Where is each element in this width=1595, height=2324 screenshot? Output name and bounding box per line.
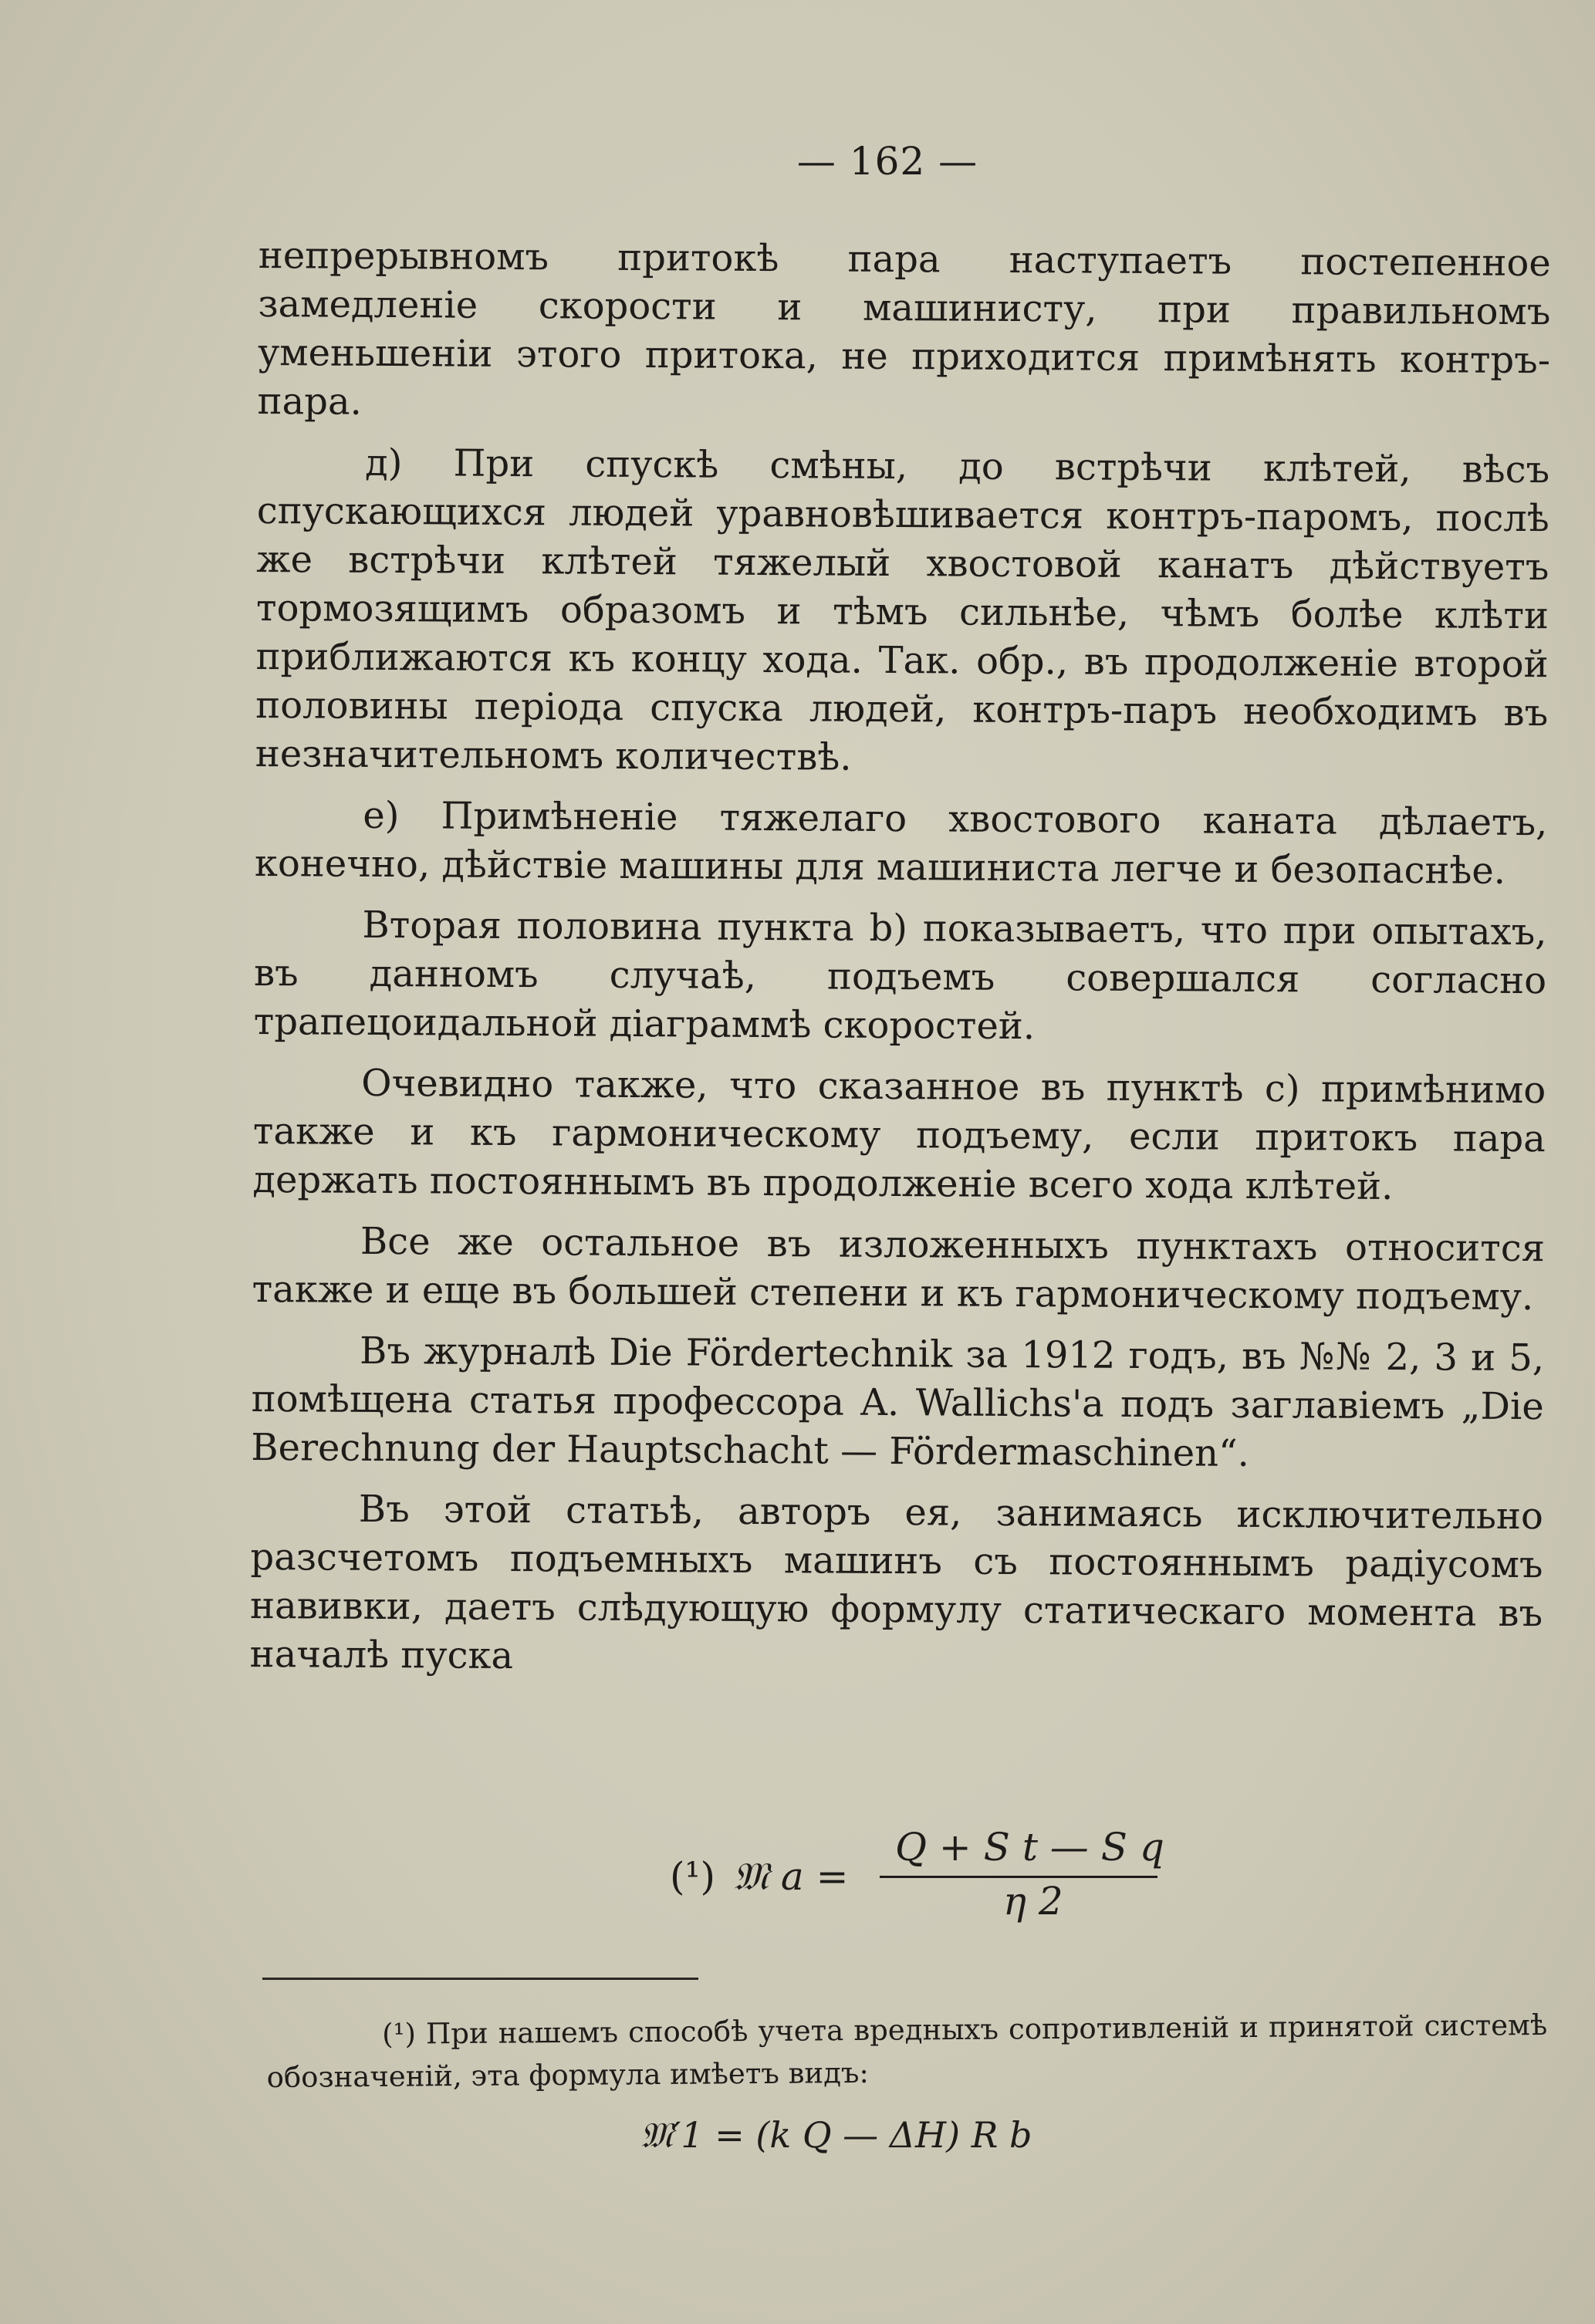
paragraph: е) Примѣненіе тяжелаго хвостового каната дѣлаетъ, конечно, дѣйствіе машины для машиниста легче и безопаснѣе. (254, 793, 1548, 893)
paragraph: непрерывномъ притокѣ пара наступаетъ постепенное замедленіе скорости и машинисту, при правильномъ уменьшеніи этого притока, не приходится примѣнять контръ-пара. (257, 233, 1551, 424)
paragraph: Въ этой статьѣ, авторъ ея, занимаясь исключительно разсчетомъ подъемныхъ машинъ съ постояннымъ радіусомъ навивки, даетъ слѣдующую формулу статическаго момента въ началѣ пуска (249, 1487, 1544, 1678)
footnote-divider (262, 1978, 698, 1980)
page-number: — 162 — (796, 139, 978, 184)
paragraph: Все же остальное въ изложенныхъ пунктахъ относится также и еще въ большей степени и къ гармоническому подъему. (252, 1219, 1546, 1319)
fraction-bar (880, 1876, 1157, 1878)
formula-lhs: 𝔐 a = (733, 1854, 849, 1899)
footnote-marker: (¹) (670, 1854, 716, 1899)
paragraph: д) При спускѣ смѣны, до встрѣчи клѣтей, вѣсъ спускающихся людей уравновѣшивается контръ-паромъ, послѣ же встрѣчи клѣтей тяжелый хвостовой канатъ дѣйствуетъ тормозящимъ образомъ и тѣмъ сильнѣе, чѣмъ болѣе клѣти приближаются къ концу хода. Так. обр., въ продолженіе второй половины періода спуска людей, контръ-паръ необходимъ въ незначительномъ количествѣ. (255, 441, 1550, 779)
paragraph: Въ журналѣ Die Fördertechnik за 1912 годъ, въ №№ 2, 3 и 5, помѣщена статья профессора A. Wallichs'а подъ заглавіемъ „Die Berechnung der Hauptschacht — Fördermaschinen“. (251, 1329, 1545, 1475)
formula-denominator: η 2 (1003, 1879, 1063, 1924)
static-moment-formula (0, 1825, 1595, 1925)
formula-numerator: Q + S t — S q (895, 1825, 1164, 1870)
paragraph: Очевидно также, что сказанное въ пунктѣ с) примѣнимо также и къ гармоническому подъему, если притокъ пара держать постояннымъ въ продолженіе всего хода клѣтей. (252, 1061, 1546, 1209)
footnote-formula: 𝔐′1 = (k Q — ΔH) R b (640, 2114, 1032, 2156)
footnote-text: (¹) При нашемъ способѣ учета вредныхъ сопротивленій и принятой системѣ обозначеній, эта формула имѣетъ видъ: (266, 2008, 1548, 2094)
body-text (249, 231, 1551, 1699)
footnote (266, 2004, 1548, 2099)
paragraph: Вторая половина пункта b) показываетъ, что при опытахъ, въ данномъ случаѣ, подъемъ совершался согласно трапецоидальной діаграммѣ скоростей. (253, 903, 1547, 1049)
